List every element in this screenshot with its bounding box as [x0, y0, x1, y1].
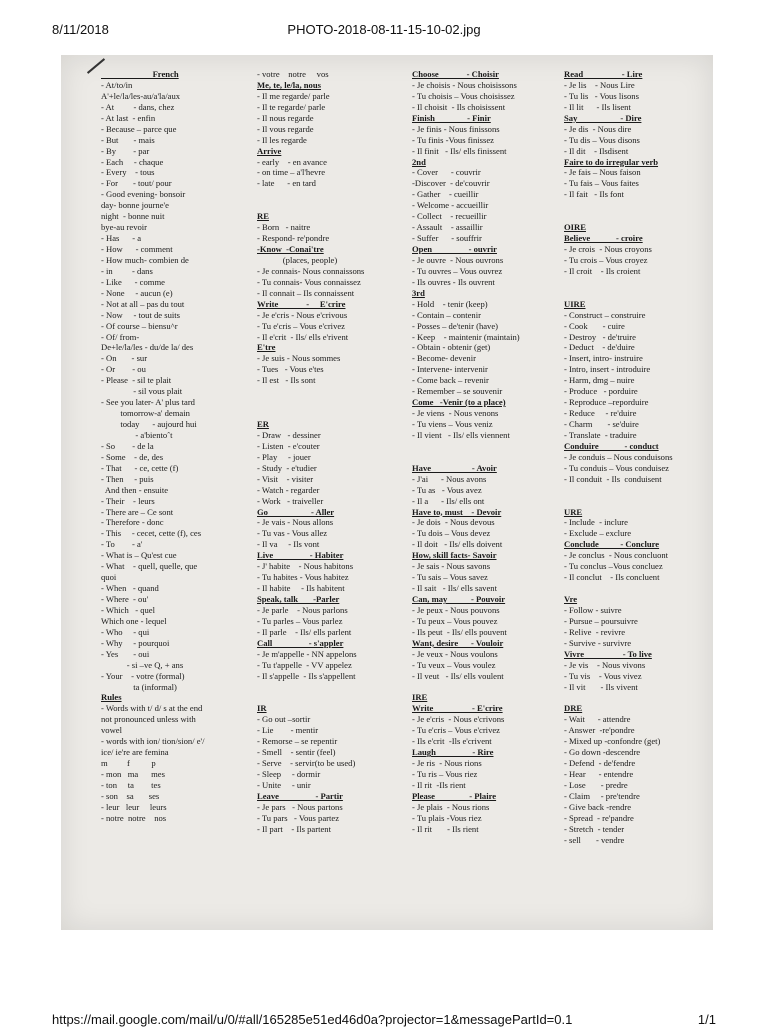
vocab-line: - Tu vis - Vous vivez: [564, 670, 642, 681]
section-heading: Conduire - conduct: [564, 440, 659, 451]
vocab-line: tomorrow-a' demain: [101, 408, 190, 419]
vocab-line: - This - cecet, cette (f), ces: [101, 528, 202, 539]
vocab-line: - Je vais - Nous allons: [257, 517, 334, 528]
column-4: [564, 69, 709, 846]
vocab-line: A'+le/la/les-au/a'la/aux: [101, 90, 181, 101]
vocab-line: - Intervene- intervenir: [412, 364, 488, 375]
vocab-line: - For - tout/ pour: [101, 178, 172, 189]
vocab-line: - Tu veux – Vous voulez: [412, 659, 496, 670]
vocab-line: - Je conclus - Nous concluont: [564, 550, 669, 561]
vocab-line: - Therefore - donc: [101, 517, 164, 528]
section-heading: Read - Lire: [564, 69, 643, 79]
vocab-line: - Spread - re'pandre: [564, 812, 634, 823]
vocab-line: - Tu conclus –Vous concluez: [564, 561, 663, 572]
section-heading: 3rd: [412, 287, 425, 298]
vocab-line: [564, 496, 709, 507]
vocab-line: - Tu finis -Vous finissez: [412, 134, 494, 145]
vocab-line: -Discover - de'couvrir: [412, 178, 490, 189]
vocab-line: And then - ensuite: [101, 484, 169, 495]
vocab-line: - Their - leurs: [101, 495, 155, 506]
vocab-line: - Il me regarde/ parle: [257, 90, 330, 101]
vocab-line: - Il lit - Ils lisent: [564, 101, 631, 112]
vocab-line: - mon ma mes: [101, 769, 165, 779]
section-heading: Leave - Partir: [257, 790, 343, 801]
vocab-line: - Draw - dessiner: [257, 429, 321, 440]
vocab-line: - Ils peut - Ils/ ells pouvent: [412, 626, 507, 637]
vocab-line: [564, 692, 709, 703]
column-2: [257, 69, 407, 835]
vocab-line: - Who - qui: [101, 626, 150, 637]
vocab-line: - Je e'cris - Nous e'crivous: [257, 309, 348, 320]
vocab-line: - Smell - sentir (feel): [257, 747, 336, 758]
vocab-line: [564, 200, 709, 211]
vocab-line: - Go out –sortir: [257, 714, 311, 725]
section-heading: Laugh - Rire: [412, 747, 494, 758]
vocab-line: - Tu connais- Vous connaissez: [257, 276, 361, 287]
page-number: 1/1: [697, 1012, 716, 1027]
section-heading: Live - Habiter: [257, 550, 344, 561]
vocab-line: [564, 288, 709, 299]
vocab-line: - Il doit - Ils/ ells doivent: [412, 539, 503, 550]
vocab-line: - Je ouvre - Nous ouvrons: [412, 254, 504, 265]
vocab-line: - How - comment: [101, 244, 173, 254]
vocab-line: - On - sur: [101, 353, 148, 364]
vocab-line: - Tu as - Vous avez: [412, 484, 482, 495]
vocab-line: - Il vous regarde: [257, 123, 314, 134]
vocab-line: - Tues - Vous e'tes: [257, 364, 324, 375]
vocab-line: - Il e'crit - Ils/ ells e'rivent: [257, 331, 349, 342]
vocab-line: - Il les regarde: [257, 134, 307, 145]
vocab-line: night - bonne nuit: [101, 211, 165, 222]
vocab-line: - Like - comme: [101, 276, 165, 287]
vocab-line: De+le/la/les - du/de la/ des: [101, 342, 194, 353]
vocab-line: - Il vit - Ils vivent: [564, 681, 638, 692]
section-heading: Write - E'crire: [412, 703, 503, 714]
vocab-line: m f p: [101, 758, 156, 769]
section-heading: Vre: [564, 594, 578, 604]
vocab-line: - Il sait - Ils/ ells savent: [412, 583, 497, 594]
vocab-line: - Il conduit - Ils conduisent: [564, 473, 662, 484]
vocab-line: - Construct – construire: [564, 309, 646, 320]
vocab-line: - Unite - unir: [257, 779, 311, 790]
vocab-line: - Tu dis – Vous disons: [564, 134, 640, 145]
vocab-line: - Je lis - Nous Lire: [564, 79, 635, 90]
section-heading: Have - Avoir: [412, 462, 497, 473]
vocab-line: - Tu lis - Vous lisons: [564, 90, 639, 101]
vocab-line: - There are – Ce sont: [101, 506, 174, 517]
vocab-line: - Not at all – pas du tout: [101, 298, 185, 309]
vocab-line: - on time – a'l'hevre: [257, 167, 326, 178]
vocab-line: - Include - inclure: [564, 517, 628, 528]
vocab-line: - Which - quel: [101, 604, 156, 615]
vocab-line: - Tu vas - Vous allez: [257, 528, 328, 539]
vocab-line: - Tu pars - Vous partez: [257, 812, 340, 823]
vocab-line: - Tu plais -Vous riez: [412, 812, 482, 823]
vocab-line: - J' habite - Nous habitons: [257, 561, 354, 572]
vocab-line: - Yes - oui: [101, 648, 150, 659]
vocab-line: - Every - tous: [101, 167, 155, 178]
vocab-line: - Je parle - Nous parlons: [257, 604, 348, 615]
vocab-line: - Tu t'appelle - VV appelez: [257, 659, 352, 670]
section-heading: IR: [257, 703, 267, 714]
section-heading: Rules: [101, 692, 122, 703]
vocab-line: - Come back – revenir: [412, 375, 489, 386]
vocab-line: - Il te regarde/ parle: [257, 101, 326, 112]
vocab-line: - Je pars - Nous partons: [257, 801, 343, 812]
vocab-line: - Il croit - Ils croient: [564, 265, 641, 276]
section-heading: DRE: [564, 703, 583, 714]
section-heading: URE: [564, 506, 583, 517]
vocab-line: [412, 441, 562, 452]
vocab-line: - See you later- A' plus tard: [101, 397, 195, 408]
vocab-line: - Stretch - tender: [564, 823, 625, 834]
vocab-line: - Il veut - Ils/ ells voulent: [412, 670, 504, 681]
section-heading: Choose - Choisir: [412, 69, 499, 79]
vocab-line: - Defend - de'fendre: [564, 758, 636, 769]
section-heading: Call - s'appler: [257, 637, 344, 648]
section-heading: Want, desire - Vouloir: [412, 637, 504, 648]
vocab-line: [257, 189, 407, 200]
vocab-line: - Cover - couvrir: [412, 167, 481, 178]
vocab-line: - Gather - cueillir: [412, 189, 479, 200]
column-1: [101, 69, 251, 824]
vocab-line: - At last - enfin: [101, 112, 156, 123]
section-heading: RE: [257, 211, 269, 222]
section-heading: How, skill facts- Savoir: [412, 550, 497, 561]
vocab-line: - Remember – se souvenir: [412, 386, 503, 397]
vocab-line: [257, 200, 407, 211]
vocab-line: - sell - vendre: [564, 834, 625, 845]
vocab-line: [564, 211, 709, 222]
vocab-line: - Tu ris – Vous riez: [412, 769, 478, 779]
vocab-line: - Obtain - obtenir (get): [412, 342, 491, 353]
vocab-line: - son sa ses: [101, 790, 160, 801]
vocab-line: - Je conduis – Nous conduisons: [564, 451, 673, 462]
vocab-line: - Je sais - Nous savons: [412, 561, 491, 572]
vocab-line: - Pursue – poursuivre: [564, 615, 638, 626]
vocab-line: - Il conclut - Ils concluent: [564, 572, 660, 583]
vocab-line: - At/to/in: [101, 79, 133, 90]
vocab-line: - notre notre nos: [101, 812, 167, 823]
vocab-line: - Study - e'tudier: [257, 462, 317, 473]
vocab-line: - Contain – contenir: [412, 309, 481, 320]
section-heading: Faire to do irregular verb: [564, 156, 659, 167]
vocab-line: - Produce - porduire: [564, 386, 638, 397]
vocab-line: - By - par: [101, 145, 150, 156]
vocab-line: ice/ ie're are femina: [101, 747, 169, 758]
vocab-line: - So - de la: [101, 440, 154, 451]
vocab-line: [412, 682, 562, 693]
vocab-line: [257, 692, 407, 703]
vocab-line: - Tu e'cris – Vous e'crivez: [412, 725, 500, 736]
vocab-line: - sil vous plait: [101, 386, 183, 397]
vocab-line: - Lose - predre: [564, 779, 628, 790]
vocab-line: [257, 397, 407, 408]
vocab-line: - J'ai - Nous avons: [412, 473, 487, 484]
vocab-line: - Has - a: [101, 233, 142, 244]
vocab-line: - Collect - recueillir: [412, 211, 487, 222]
vocab-line: - Now - tout de suits: [101, 309, 181, 320]
vocab-line: - Posses – de'tenir (have): [412, 320, 499, 331]
section-heading: IRE: [412, 692, 428, 703]
vocab-line: - Je vis - Nous vivons: [564, 659, 646, 670]
source-url: https://mail.google.com/mail/u/0/#all/165285e51ed46d0a?projector=1&messagePartId=0.1: [52, 1012, 573, 1027]
vocab-line: - Tu peux – Vous pouvez: [412, 615, 498, 626]
vocab-line: - Because – parce que: [101, 123, 177, 134]
vocab-line: - Tu parles – Vous parlez: [257, 615, 343, 626]
vocab-line: - Tu ouvres – Vous ouvrez: [412, 265, 503, 276]
section-heading: OIRE: [564, 222, 586, 233]
vocab-line: - Give back -rendre: [564, 801, 632, 812]
section-heading: E'tre: [257, 342, 276, 353]
vocab-line: - Je finis - Nous finissons: [412, 123, 500, 134]
vocab-line: - What is – Qu'est cue: [101, 550, 177, 561]
vocab-line: - Je crois - Nous croyons: [564, 244, 652, 254]
vocab-line: - Play - jouer: [257, 451, 311, 462]
vocab-line: - Je veux - Nous voulons: [412, 648, 498, 659]
vocab-line: - Tu sais – Vous savez: [412, 572, 488, 583]
vocab-line: - Destroy - de'truire: [564, 331, 636, 342]
vocab-line: - Hold - tenir (keep): [412, 298, 488, 309]
section-heading: Believe - croire: [564, 233, 643, 244]
vocab-line: [257, 408, 407, 419]
vocab-line: - None - aucun (e): [101, 287, 173, 298]
vocab-line: - Some - de, des: [101, 451, 164, 462]
vocab-line: - Words with t/ d/ s at the end: [101, 703, 203, 714]
section-heading: Open - ouvrir: [412, 244, 497, 254]
vocab-line: - Il fait - Ils font: [564, 189, 624, 200]
vocab-line: Which one - lequel: [101, 615, 167, 626]
vocab-line: - Mixed up -confondre (get): [564, 736, 661, 747]
vocab-line: - Il part - Ils partent: [257, 823, 331, 834]
vocab-line: bye-au revoir: [101, 222, 148, 233]
vocab-line: - Il parle - Ils/ ells parlent: [257, 626, 352, 637]
vocab-line: - Je suis - Nous sommes: [257, 353, 341, 364]
section-heading: Write - E'crire: [257, 298, 346, 309]
vocab-line: - Go down -descendre: [564, 747, 641, 758]
vocab-line: - Claim - pre'tendre: [564, 790, 640, 801]
vocab-line: - Serve - servir(to be used): [257, 758, 356, 769]
vocab-line: - Tu conduis – Vous conduisez: [564, 462, 669, 473]
vocab-line: - Survive - survivre: [564, 637, 632, 648]
vocab-line: - in - dans: [101, 265, 153, 276]
section-heading: ER: [257, 419, 269, 429]
vocab-line: - Je ris - Nous rions: [412, 758, 482, 769]
vocab-line: [564, 583, 709, 594]
vocab-line: - Welcome - accueillir: [412, 200, 489, 211]
vocab-line: - Tu viens – Vous veniz: [412, 419, 493, 429]
vocab-line: - Je fais – Nous faison: [564, 167, 641, 178]
vocab-line: - Il est - Ils sont: [257, 375, 316, 386]
vocab-line: - Reproduce –reporduire: [564, 397, 649, 408]
vocab-line: - Il choisit - Ils choisissent: [412, 101, 506, 112]
section-heading: Conclude - Conclure: [564, 539, 660, 550]
vocab-line: (places, people): [257, 254, 338, 265]
vocab-line: - Charm - se'duire: [564, 419, 639, 429]
vocab-line: - Je dois - Nous devous: [412, 517, 495, 528]
vocab-line: - When - quand: [101, 583, 159, 594]
vocab-line: - Keep - maintenir (maintain): [412, 331, 520, 342]
vocab-line: - Reduce - re'duire: [564, 408, 637, 419]
section-heading: 2nd: [412, 156, 426, 167]
vocab-line: - That - ce, cette (f): [101, 462, 179, 473]
vocab-line: - Intro, insert - introduire: [564, 364, 651, 375]
vocab-line: - Of/ from-: [101, 331, 140, 342]
vocab-line: - Tu fais – Vous faites: [564, 178, 639, 189]
vocab-line: - si –ve Q, + ans: [101, 659, 184, 670]
vocab-line: - To - a': [101, 539, 143, 550]
vocab-line: - But - mais: [101, 134, 155, 145]
section-heading: Arrive: [257, 145, 282, 156]
vocab-line: - Je dis - Nous dire: [564, 123, 632, 134]
vocab-line: - Watch - regarder: [257, 484, 320, 495]
vocab-line: - At - dans, chez: [101, 101, 175, 112]
vocab-line: - early - en avance: [257, 156, 327, 167]
vocab-line: - Il dit - Ilsdisent: [564, 145, 629, 156]
print-header: [52, 22, 716, 38]
vocabulary-sheet-photo: [61, 55, 713, 930]
vocab-line: - Wait - attendre: [564, 714, 631, 725]
vocab-line: - Il habite - Ils habitent: [257, 583, 345, 594]
section-heading: Go - Aller: [257, 506, 335, 517]
vocab-line: - Hear - entendre: [564, 769, 634, 779]
vocab-line: - Exclude – exclure: [564, 528, 632, 539]
vocab-line: - Answer -re'pondre: [564, 725, 635, 736]
vocab-line: - Tu choisis – Vous choisissez: [412, 90, 515, 101]
vocab-line: vowel: [101, 725, 123, 736]
section-heading: Say - Dire: [564, 112, 642, 123]
section-heading: Finish - Finir: [412, 112, 491, 123]
vocab-line: - Work - traiveller: [257, 495, 324, 506]
vocab-line: - Tu habites - Vous habitez: [257, 572, 349, 583]
section-heading: French: [101, 69, 179, 79]
vocab-line: - Harm, dmg – nuire: [564, 375, 635, 386]
vocab-line: - Visit - visiter: [257, 473, 314, 484]
vocab-line: - ton ta tes: [101, 779, 161, 790]
vocab-line: day- bonne journe'e: [101, 200, 169, 211]
vocab-line: - Je e'cris - Nous e'crivons: [412, 714, 505, 725]
vocab-line: - How much- combien de: [101, 254, 189, 265]
vocab-line: quoi: [101, 572, 117, 583]
vocab-line: - Il vient - Ils/ ells viennent: [412, 429, 510, 440]
section-heading: -Know -Conai'tre: [257, 244, 324, 254]
vocab-line: - Cook - cuire: [564, 320, 625, 331]
vocab-line: - Your - votre (formal): [101, 670, 185, 681]
vocab-line: - Each - chaque: [101, 156, 164, 167]
vocab-line: - Je viens - Nous venons: [412, 408, 499, 419]
section-heading: Have to, must - Devoir: [412, 506, 502, 517]
section-heading: Come -Venir (to a place): [412, 397, 506, 408]
vocab-line: - leur leur leurs: [101, 801, 167, 812]
vocab-line: - Ils e'crit -Ils e'crivent: [412, 736, 492, 747]
vocab-line: - Or - ou: [101, 364, 146, 375]
print-date: 8/11/2018: [52, 22, 109, 37]
section-heading: Me, te, le/la, nous: [257, 79, 321, 90]
vocab-line: - Ils ouvres - Ils ouvrent: [412, 276, 495, 287]
vocab-line: - late - en tard: [257, 178, 316, 189]
vocab-line: [257, 682, 407, 693]
vocab-line: - Je m'appelle - NN appelons: [257, 648, 357, 659]
vocab-line: - Il rit - Ils rient: [412, 823, 479, 834]
vocab-line: - Then - puis: [101, 473, 154, 484]
vocab-line: [257, 386, 407, 397]
vocab-line: - What - quell, quelle, que: [101, 561, 198, 572]
vocab-line: - Je plais - Nous rions: [412, 801, 490, 812]
vocab-line: - Il s'appelle - Ils s'appellent: [257, 670, 356, 681]
vocab-line: [412, 452, 562, 463]
vocab-line: - words with ion/ tion/sion/ e'/: [101, 736, 205, 747]
vocab-line: - Become- devenir: [412, 353, 476, 364]
vocab-line: - Il connait – Ils connaissent: [257, 287, 355, 298]
vocab-line: - Je connais- Nous connaissons: [257, 265, 365, 276]
vocab-line: - Good evening- bonsoir: [101, 189, 186, 200]
vocab-line: - a'bientoˆt: [101, 429, 173, 440]
vocab-line: - Where - ou': [101, 594, 149, 604]
vocab-line: - Il finit - Ils/ ells finissent: [412, 145, 507, 156]
vocab-line: - Tu dois – Vous devez: [412, 528, 491, 539]
vocab-line: - votre notre vos: [257, 69, 329, 79]
vocab-line: - Assault - assaillir: [412, 222, 483, 233]
vocab-line: - Je peux - Nous pouvons: [412, 604, 500, 615]
vocab-line: - Translate - traduire: [564, 429, 637, 440]
vocab-line: - Respond- re'pondre: [257, 233, 330, 244]
vocab-line: today - aujourd hui: [101, 419, 197, 429]
document-title: PHOTO-2018-08-11-15-10-02.jpg: [287, 22, 481, 37]
print-footer: [52, 1012, 716, 1028]
vocab-line: - Il rit -Ils rient: [412, 779, 466, 790]
vocab-line: - Deduct - de'duire: [564, 342, 635, 353]
vocab-line: not pronounced unless with: [101, 714, 196, 725]
vocab-line: - Listen - e'couter: [257, 440, 320, 451]
vocab-line: - Relive - revivre: [564, 626, 626, 637]
vocab-line: - Tu e'cris – Vous e'crivez: [257, 320, 345, 331]
vocab-line: - Sleep - dormir: [257, 769, 321, 779]
column-3: [412, 69, 562, 835]
section-heading: Can, may - Pouvoir: [412, 594, 506, 604]
vocab-line: - Je choisis - Nous choisissons: [412, 79, 517, 90]
vocab-line: - Tu crois – Vous croyez: [564, 254, 648, 265]
vocab-line: - Of course – biensu^r: [101, 320, 178, 331]
section-heading: Please - Plaire: [412, 790, 497, 801]
section-heading: UIRE: [564, 298, 586, 309]
section-heading: Vivre - To live: [564, 648, 652, 659]
vocab-line: - Suffer - souffrir: [412, 233, 482, 244]
vocab-line: - Il nous regarde: [257, 112, 314, 123]
vocab-line: [564, 277, 709, 288]
vocab-line: - Remorse – se repentir: [257, 736, 338, 747]
vocab-line: ta (informal): [101, 681, 177, 692]
vocab-line: - Il a - Ils/ ells ont: [412, 495, 485, 506]
section-heading: Speak, talk -Parler: [257, 594, 340, 604]
vocab-line: - Il va - Ils vont: [257, 539, 320, 550]
vocab-line: - Born - naitre: [257, 222, 311, 233]
vocab-line: - Follow - suivre: [564, 604, 622, 615]
vocab-line: - Why - pourquoi: [101, 637, 170, 648]
vocab-line: - Insert, intro- instruire: [564, 353, 643, 364]
vocab-line: [564, 485, 709, 496]
vocab-line: - Lie - mentir: [257, 725, 319, 736]
vocab-line: - Please - sil te plait: [101, 375, 172, 386]
